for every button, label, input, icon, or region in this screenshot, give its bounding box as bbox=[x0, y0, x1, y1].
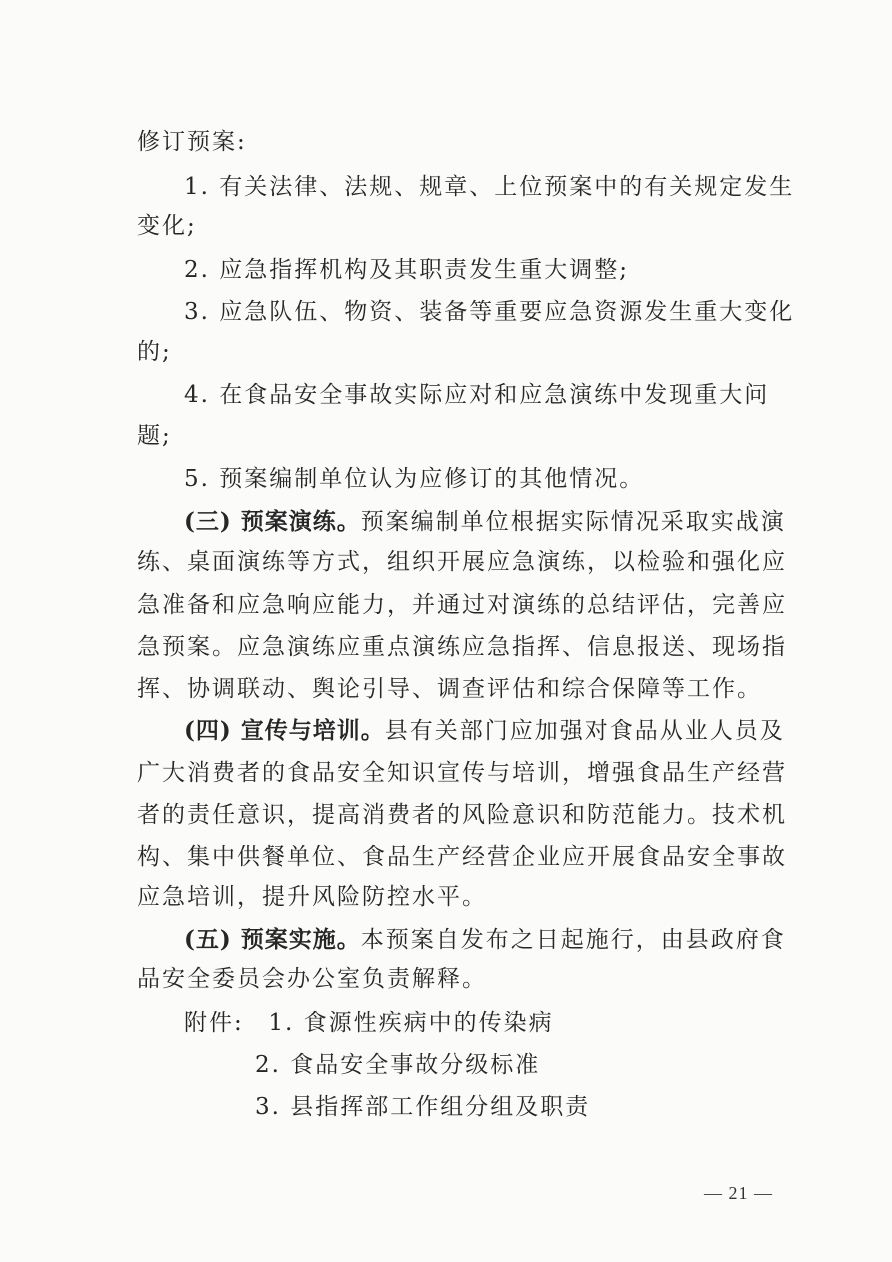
text-line: 广大消费者的食品安全知识宣传与培训，增强食品生产经营 bbox=[137, 760, 787, 786]
paragraph-drill-first-line bbox=[184, 507, 786, 537]
paragraph-implementation-first-line bbox=[184, 925, 786, 955]
text-line: 修订预案: bbox=[137, 129, 247, 155]
section-heading-publicity: (四) 宣传与培训。 bbox=[184, 717, 385, 744]
attachments-first-line bbox=[184, 1008, 554, 1038]
section-heading-drill: (三) 预案演练。 bbox=[184, 508, 361, 535]
text-line: 急预案。应急演练应重点演练应急指挥、信息报送、现场指 bbox=[137, 634, 787, 660]
text-line: 题; bbox=[137, 423, 172, 449]
text-line: 2. 应急指挥机构及其职责发生重大调整; bbox=[184, 257, 630, 283]
text-line: 4. 在食品安全事故实际应对和应急演练中发现重大问 bbox=[184, 382, 770, 408]
paragraph-publicity-first-line bbox=[184, 716, 785, 746]
text-line: 3. 应急队伍、物资、装备等重要应急资源发生重大变化 bbox=[184, 299, 795, 325]
text-line: 的; bbox=[137, 339, 172, 365]
text-line: 练、桌面演练等方式，组织开展应急演练，以检验和强化应 bbox=[137, 549, 787, 575]
attachment-item: 1. 食源性疾病中的传染病 bbox=[268, 1010, 554, 1036]
text-line: 品安全委员会办公室负责解释。 bbox=[137, 966, 487, 992]
section-heading-implementation: (五) 预案实施。 bbox=[184, 926, 361, 953]
attachment-item: 2. 食品安全事故分级标准 bbox=[255, 1052, 541, 1078]
text-line: 变化; bbox=[137, 213, 197, 239]
text-line: 急准备和应急响应能力，并通过对演练的总结评估，完善应 bbox=[137, 592, 787, 618]
text-line: 应急培训，提升风险防控水平。 bbox=[137, 884, 487, 910]
text-line: 1. 有关法律、法规、规章、上位预案中的有关规定发生 bbox=[184, 174, 795, 200]
text-line: 者的责任意识，提高消费者的风险意识和防范能力。技术机 bbox=[137, 802, 787, 828]
attachments-label: 附件: bbox=[184, 1010, 244, 1036]
text-line: 5. 预案编制单位认为应修订的其他情况。 bbox=[184, 466, 645, 492]
text-line: 本预案自发布之日起施行，由县政府食 bbox=[360, 927, 786, 953]
attachment-item: 3. 县指挥部工作组分组及职责 bbox=[255, 1094, 591, 1120]
text-line: 县有关部门应加强对食品从业人员及 bbox=[384, 718, 785, 744]
text-line: 挥、协调联动、舆论引导、调查评估和综合保障等工作。 bbox=[137, 676, 762, 702]
text-line: 预案编制单位根据实际情况采取实战演 bbox=[360, 509, 786, 535]
text-line: 构、集中供餐单位、食品生产经营企业应开展食品安全事故 bbox=[137, 844, 787, 870]
page-number: — 21 — bbox=[704, 1183, 773, 1203]
